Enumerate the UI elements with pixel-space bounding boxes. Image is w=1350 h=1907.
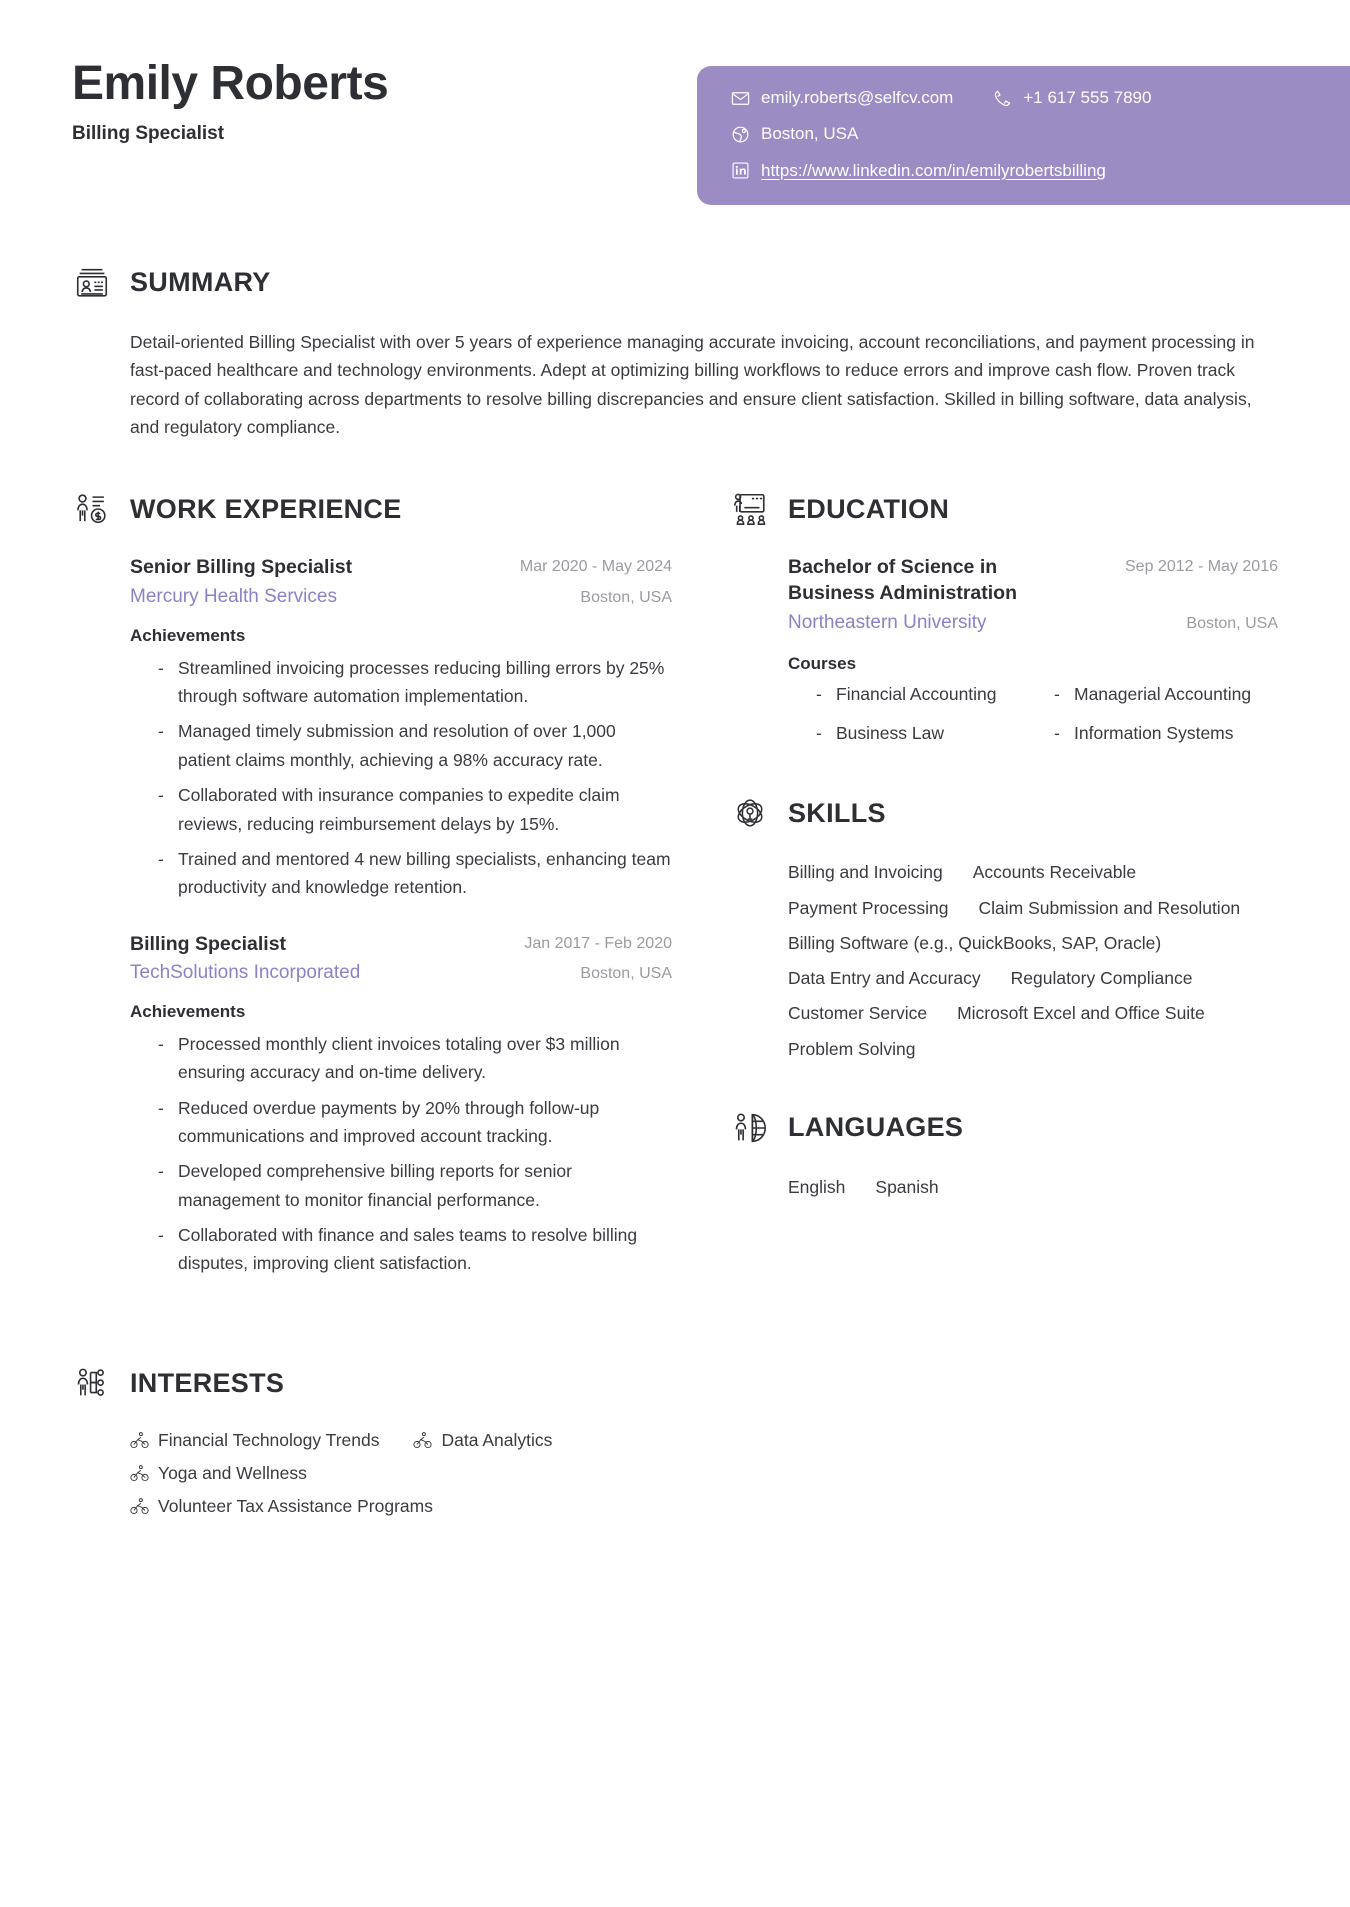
bicycle-icon — [130, 1431, 149, 1450]
globe-pin-icon — [731, 125, 750, 144]
bicycle-icon — [413, 1431, 432, 1450]
work-entry-top — [130, 555, 672, 581]
envelope-icon — [731, 89, 750, 108]
person-money-icon — [72, 489, 112, 529]
skill-item: Billing and Invoicing — [788, 862, 943, 883]
courses-label: Courses — [788, 653, 857, 673]
achievement-item: - Reduced overdue payments by 20% through follow-up communications and improved account tracking. — [158, 1094, 672, 1151]
education-entry-sub — [788, 611, 1278, 636]
education-heading — [730, 489, 1278, 529]
work-entry-location: Boston, USA — [580, 589, 672, 607]
course-item: - Managerial Accounting — [1054, 682, 1278, 708]
left-column — [72, 489, 672, 1307]
work-entry-location: Boston, USA — [580, 965, 672, 983]
work-entry-achievements-label: Achievements — [130, 625, 246, 645]
skills-heading — [730, 793, 1278, 833]
work-entry-date: Jan 2017 - Feb 2020 — [524, 934, 672, 952]
main-columns — [0, 489, 1350, 1307]
presentation-class-icon — [730, 489, 770, 529]
skill-item: Microsoft Excel and Office Suite — [957, 1003, 1205, 1024]
education-entry — [788, 555, 1278, 747]
skill-item: Accounts Receivable — [972, 862, 1137, 883]
education-heading-text: EDUCATION — [788, 493, 950, 524]
interest-item-label: Data Analytics — [441, 1429, 553, 1450]
contact-phone-text: +1 617 555 7890 — [1023, 88, 1152, 107]
language-item: English — [788, 1176, 846, 1197]
person-network-icon — [72, 1364, 112, 1404]
interests-heading-text: INTERESTS — [130, 1368, 285, 1399]
education-degree: Bachelor of Science in Business Administration — [788, 556, 1017, 605]
work-experience-heading — [72, 489, 672, 529]
interest-item — [130, 1430, 379, 1451]
contact-row-2 — [731, 124, 1350, 144]
resume-header — [0, 0, 1350, 240]
candidate-job-title: Billing Specialist — [72, 122, 225, 144]
atom-person-icon — [730, 793, 770, 833]
work-experience-body — [130, 555, 672, 1277]
work-entry-role: Senior Billing Specialist — [130, 556, 353, 579]
work-entry-achievements-label: Achievements — [130, 1001, 246, 1021]
work-entry-top — [130, 932, 672, 958]
work-entry-role: Billing Specialist — [130, 932, 287, 955]
skill-item: Claim Submission and Resolution — [978, 897, 1241, 918]
skill-item: Problem Solving — [788, 1038, 916, 1059]
phone-icon — [993, 89, 1012, 108]
contact-email[interactable] — [731, 88, 953, 108]
summary-text: Detail-oriented Billing Specialist with over 5 years of experience managing accurate invoicing, account reconciliations, and payment processing in fast-paced healthcare and technology environments. Adept at optimizing billing workflows to reduce errors and improve cash flow. Proven track record of collaborating across departments to resolve billing discrepancies and ensure client satisfaction. Skilled in billing software, data analysis, and regulatory compliance. — [130, 332, 1255, 438]
interest-item-label: Yoga and Wellness — [158, 1462, 307, 1483]
contact-row-3 — [731, 161, 1350, 181]
language-item: Spanish — [875, 1176, 939, 1197]
achievement-item: - Collaborated with insurance companies to expedite claim reviews, reducing reimbursement delays by 15%. — [158, 781, 672, 838]
interests-section — [0, 1364, 1350, 1517]
work-experience-section — [72, 489, 672, 1277]
contact-row-1 — [731, 88, 1350, 108]
achievement-item: - Streamlined invoicing processes reducing billing errors by 25% through software automation implementation. — [158, 654, 672, 711]
skill-item: Payment Processing — [788, 897, 949, 918]
work-entry-sub — [130, 961, 672, 986]
work-entry — [130, 932, 672, 1278]
education-institution: Northeastern University — [788, 611, 987, 633]
linkedin-icon — [731, 161, 750, 180]
languages-body — [788, 1174, 1278, 1200]
right-column — [730, 489, 1278, 1307]
work-entry-date: Mar 2020 - May 2024 — [519, 558, 672, 576]
interest-item-label: Volunteer Tax Assistance Programs — [158, 1495, 433, 1516]
skill-item: Regulatory Compliance — [1010, 968, 1193, 989]
languages-heading — [730, 1108, 1278, 1148]
work-entry-achievements — [158, 654, 672, 902]
course-item: - Financial Accounting — [816, 682, 1040, 708]
skill-item: Customer Service — [788, 1003, 928, 1024]
contact-phone[interactable] — [993, 88, 1151, 108]
summary-heading-text: SUMMARY — [130, 266, 271, 297]
education-body — [788, 555, 1278, 747]
languages-section — [730, 1108, 1278, 1200]
contact-linkedin[interactable] — [731, 161, 1106, 181]
id-card-icon — [72, 262, 112, 302]
work-entry-sub — [130, 585, 672, 610]
achievement-item: - Developed comprehensive billing reports for senior management to monitor financial performance. — [158, 1157, 672, 1214]
interest-item — [413, 1430, 552, 1451]
bicycle-icon — [130, 1464, 149, 1483]
interest-item-label: Financial Technology Trends — [158, 1429, 380, 1450]
skill-item: Billing Software (e.g., QuickBooks, SAP, Oracle) — [788, 932, 1162, 953]
candidate-name: Emily Roberts — [72, 57, 389, 110]
person-globe-icon — [730, 1108, 770, 1148]
interest-item — [130, 1463, 750, 1484]
achievement-item: - Managed timely submission and resolution of over 1,000 patient claims monthly, achieving a 98% accuracy rate. — [158, 717, 672, 774]
education-entry-top — [788, 555, 1278, 606]
work-entry-organization: TechSolutions Incorporated — [130, 962, 361, 984]
skills-section — [730, 793, 1278, 1062]
course-item: - Information Systems — [1054, 721, 1278, 747]
work-entry-achievements — [158, 1030, 672, 1278]
achievement-item: - Collaborated with finance and sales teams to resolve billing disputes, improving client satisfaction. — [158, 1221, 672, 1278]
contact-location-text: Boston, USA — [761, 124, 859, 144]
contact-linkedin-text[interactable]: https://www.linkedin.com/in/emilyrobertsbilling — [761, 160, 1106, 180]
courses-grid — [816, 682, 1278, 748]
summary-section — [0, 262, 1350, 441]
skills-list — [788, 859, 1278, 1062]
interest-item — [130, 1496, 750, 1517]
interests-list — [130, 1430, 750, 1517]
achievement-item: - Trained and mentored 4 new billing specialists, enhancing team productivity and knowledge retention. — [158, 845, 672, 902]
course-item: - Business Law — [816, 721, 1040, 747]
work-experience-heading-text: WORK EXPERIENCE — [130, 493, 402, 524]
contact-card — [697, 66, 1350, 205]
work-entry-organization: Mercury Health Services — [130, 586, 337, 608]
contact-email-text: emily.roberts@selfcv.com — [761, 88, 954, 107]
skills-body — [788, 859, 1278, 1062]
bicycle-icon — [130, 1497, 149, 1516]
education-location: Boston, USA — [1186, 614, 1278, 632]
education-date: Sep 2012 - May 2016 — [1125, 558, 1278, 576]
languages-heading-text: LANGUAGES — [788, 1112, 964, 1143]
education-section — [730, 489, 1278, 747]
summary-heading — [72, 262, 1278, 302]
achievement-item: - Processed monthly client invoices totaling over $3 million ensuring accuracy and on-time delivery. — [158, 1030, 672, 1087]
skills-heading-text: SKILLS — [788, 797, 886, 828]
identity-block — [72, 58, 388, 145]
skill-item: Data Entry and Accuracy — [788, 968, 981, 989]
languages-list — [788, 1174, 1278, 1200]
work-entry — [130, 555, 672, 901]
interests-heading — [72, 1364, 1278, 1404]
contact-location — [731, 124, 858, 144]
